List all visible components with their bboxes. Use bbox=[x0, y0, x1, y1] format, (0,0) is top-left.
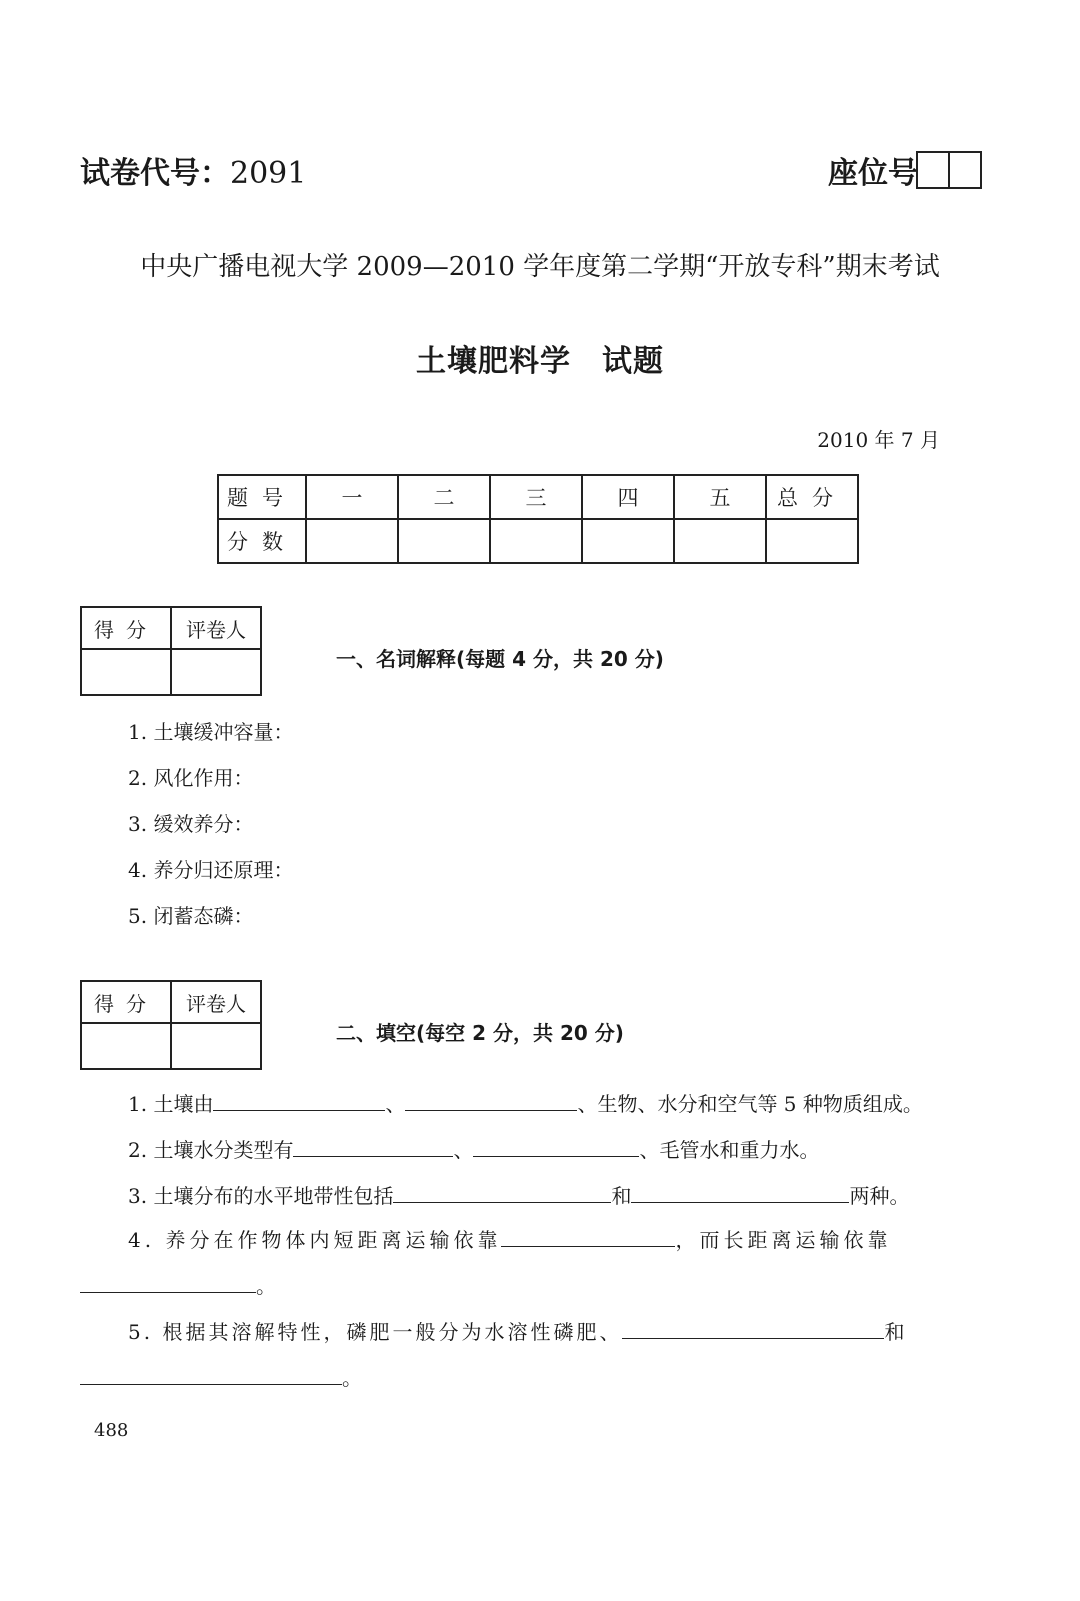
term-item: 3. 缓效养分： bbox=[128, 812, 254, 836]
grader-score-label: 得分 bbox=[81, 607, 171, 649]
fill-blank-continuation bbox=[80, 1270, 276, 1299]
fill-blank-question bbox=[128, 1134, 819, 1163]
question-text: 。 bbox=[342, 1366, 362, 1390]
grader-score-cell[interactable] bbox=[81, 1023, 171, 1069]
answer-blank[interactable] bbox=[622, 1320, 884, 1339]
answer-blank[interactable] bbox=[80, 1366, 342, 1385]
paper-code-label: 试卷代号： bbox=[80, 156, 230, 191]
score-table-column: 五 bbox=[674, 475, 766, 519]
question-text: 5. 根据其溶解特性，磷肥一般分为水溶性磷肥、 bbox=[128, 1320, 623, 1344]
score-cell[interactable] bbox=[582, 519, 674, 563]
subject-title: 土壤肥料学 试题 bbox=[416, 344, 664, 379]
page-number: 488 bbox=[94, 1420, 129, 1441]
answer-blank[interactable] bbox=[501, 1228, 675, 1247]
grader-box bbox=[80, 980, 262, 1070]
question-text: 和 bbox=[884, 1320, 908, 1344]
answer-blank[interactable] bbox=[213, 1092, 385, 1111]
score-table-column: 三 bbox=[490, 475, 582, 519]
score-table-row-header: 分数 bbox=[218, 519, 306, 563]
grader-score-cell[interactable] bbox=[81, 649, 171, 695]
fill-blank-question bbox=[128, 1088, 923, 1117]
score-table bbox=[217, 474, 859, 564]
exam-title: 中央广播电视大学 2009—2010 学年度第二学期“开放专科”期末考试 bbox=[140, 252, 940, 282]
question-text: 两种。 bbox=[849, 1184, 910, 1208]
fill-blank-question bbox=[128, 1316, 907, 1345]
question-text: 、生物、水分和空气等 5 种物质组成。 bbox=[577, 1092, 923, 1116]
question-text: 3. 土壤分布的水平地带性包括 bbox=[128, 1184, 394, 1208]
question-text: 4. 养分在作物体内短距离运输依靠 bbox=[128, 1228, 502, 1252]
score-cell[interactable] bbox=[306, 519, 398, 563]
grader-score-label: 得分 bbox=[81, 981, 171, 1023]
question-text: ，而长距离运输依靠 bbox=[675, 1228, 892, 1252]
score-table-score-row bbox=[218, 519, 858, 563]
question-text: 、 bbox=[453, 1138, 474, 1162]
score-table-row-header: 题号 bbox=[218, 475, 306, 519]
score-table-column: 四 bbox=[582, 475, 674, 519]
term-item: 1. 土壤缓冲容量： bbox=[128, 720, 294, 744]
fill-blank-question bbox=[128, 1224, 891, 1253]
exam-date: 2010 年 7 月 bbox=[817, 428, 940, 452]
grader-box bbox=[80, 606, 262, 696]
question-text: 和 bbox=[611, 1184, 632, 1208]
term-item: 5. 闭蓄态磷： bbox=[128, 904, 254, 928]
grader-name-label: 评卷人 bbox=[171, 981, 261, 1023]
score-cell[interactable] bbox=[674, 519, 766, 563]
seat-number bbox=[828, 148, 982, 192]
answer-blank[interactable] bbox=[405, 1092, 577, 1111]
fill-blank-question bbox=[128, 1180, 909, 1209]
section-2-title: 二、填空(每空 2 分，共 20 分) bbox=[336, 1021, 624, 1045]
grader-name-cell[interactable] bbox=[171, 1023, 261, 1069]
seat-number-box[interactable] bbox=[948, 151, 982, 189]
seat-number-box[interactable] bbox=[916, 151, 950, 189]
score-table-header-row bbox=[218, 475, 858, 519]
grader-name-cell[interactable] bbox=[171, 649, 261, 695]
question-text: 、 bbox=[385, 1092, 406, 1116]
answer-blank[interactable] bbox=[473, 1138, 639, 1157]
seat-number-label: 座位号 bbox=[828, 156, 918, 191]
question-text: 、毛管水和重力水。 bbox=[639, 1138, 820, 1162]
fill-blank-continuation bbox=[80, 1362, 362, 1391]
question-text: 2. 土壤水分类型有 bbox=[128, 1138, 294, 1162]
section-1-title: 一、名词解释(每题 4 分，共 20 分) bbox=[336, 647, 664, 671]
score-cell[interactable] bbox=[766, 519, 858, 563]
question-text: 1. 土壤由 bbox=[128, 1092, 214, 1116]
answer-blank[interactable] bbox=[393, 1184, 611, 1203]
answer-blank[interactable] bbox=[80, 1274, 256, 1293]
paper-code bbox=[80, 148, 306, 192]
paper-code-value: 2091 bbox=[230, 156, 307, 191]
score-table-column: 一 bbox=[306, 475, 398, 519]
question-text: 。 bbox=[256, 1274, 276, 1298]
term-item: 4. 养分归还原理： bbox=[128, 858, 294, 882]
grader-name-label: 评卷人 bbox=[171, 607, 261, 649]
term-item: 2. 风化作用： bbox=[128, 766, 254, 790]
score-table-column: 总分 bbox=[766, 475, 858, 519]
score-table-column: 二 bbox=[398, 475, 490, 519]
score-cell[interactable] bbox=[490, 519, 582, 563]
answer-blank[interactable] bbox=[293, 1138, 453, 1157]
score-cell[interactable] bbox=[398, 519, 490, 563]
answer-blank[interactable] bbox=[631, 1184, 849, 1203]
